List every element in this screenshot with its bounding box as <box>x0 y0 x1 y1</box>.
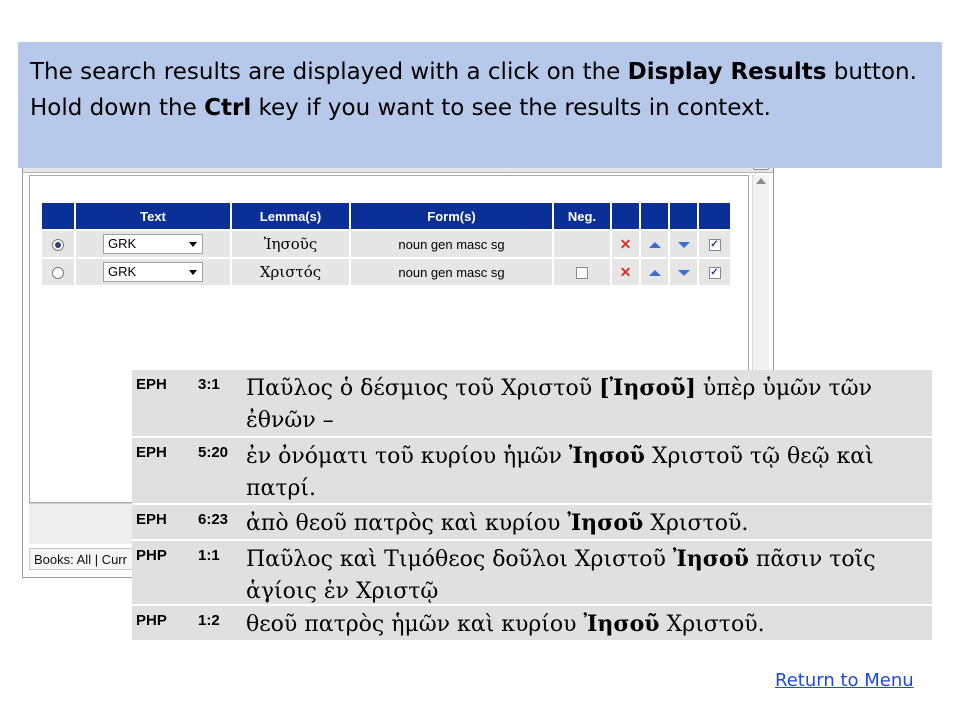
result-match: Ἰησοῦ <box>583 611 660 637</box>
result-match: Ἰησοῦ <box>672 546 749 572</box>
result-text-post: ὑπὲρ ὑμῶν τῶν <box>695 376 872 401</box>
result-text-post: Χριστοῦ τῷ θεῷ καὶ <box>644 444 874 469</box>
result-text <box>246 606 932 640</box>
banner-text-1: The search results are displayed with a click on the <box>30 59 628 85</box>
move-up-icon[interactable] <box>649 242 661 248</box>
text-select[interactable]: GRK <box>103 234 203 254</box>
header-down <box>670 203 697 229</box>
results-panel <box>132 370 932 640</box>
lemma-value[interactable]: Χριστός <box>259 263 322 281</box>
result-reference: 3:1 <box>198 376 220 393</box>
result-match: Ἰησοῦ <box>567 510 644 536</box>
delete-icon[interactable]: ✕ <box>619 263 632 280</box>
result-book: PHP <box>136 547 167 564</box>
lemma-value[interactable]: Ἰησοῦς <box>263 235 318 253</box>
row-select-radio[interactable] <box>52 267 64 279</box>
result-text-pre: Παῦλος ὁ δέσμιος τοῦ Χριστοῦ <box>246 376 600 401</box>
result-match: [Ἰησοῦ] <box>599 375 696 401</box>
scroll-up-icon[interactable] <box>756 178 766 184</box>
result-text <box>246 438 932 505</box>
instruction-banner <box>18 42 942 168</box>
form-value[interactable]: noun gen masc sg <box>351 259 552 285</box>
result-reference: 1:1 <box>198 547 220 564</box>
neg-cell <box>554 231 610 257</box>
result-text <box>246 541 932 608</box>
include-checkbox[interactable]: ✓ <box>710 267 719 279</box>
banner-text-3: key if you want to see the results in context. <box>251 95 771 121</box>
header-neg: Neg. <box>554 203 610 229</box>
query-header-row <box>42 203 730 229</box>
result-text-pre: ἀπὸ θεοῦ πατρὸς καὶ κυρίου <box>246 511 568 536</box>
return-to-menu-link[interactable]: Return to Menu <box>775 670 914 691</box>
result-text-pre: ἐν ὀνόματι τοῦ κυρίου ἡμῶν <box>246 444 569 469</box>
result-text-post: Χριστοῦ. <box>643 511 749 536</box>
result-text-post: Χριστοῦ. <box>659 612 765 637</box>
ctrl-key-term: Ctrl <box>204 95 252 121</box>
form-value[interactable]: noun gen masc sg <box>351 231 552 257</box>
display-results-term: Display Results <box>627 59 827 85</box>
result-book: EPH <box>136 511 167 528</box>
header-lemma: Lemma(s) <box>232 203 349 229</box>
header-text: Text <box>76 203 230 229</box>
result-text-line2: ἐθνῶν – <box>246 408 334 433</box>
result-text-pre: θεοῦ πατρὸς ἡμῶν καὶ κυρίου <box>246 612 584 637</box>
delete-icon[interactable]: ✕ <box>619 235 632 252</box>
header-include <box>699 203 730 229</box>
result-text-post: πᾶσιν τοῖς <box>748 547 876 572</box>
result-text-line2: ἁγίοις ἐν Χριστῷ <box>246 579 439 604</box>
result-row[interactable] <box>132 438 932 505</box>
header-up <box>641 203 668 229</box>
row-select-radio[interactable] <box>52 239 64 251</box>
header-delete <box>612 203 639 229</box>
move-up-icon[interactable] <box>649 270 661 276</box>
result-reference: 5:20 <box>198 444 229 461</box>
result-book: PHP <box>136 612 167 629</box>
result-row[interactable] <box>132 541 932 606</box>
header-select <box>42 203 74 229</box>
result-book: EPH <box>136 444 167 461</box>
move-down-icon[interactable] <box>678 242 690 248</box>
result-text-line2: πατρί. <box>246 476 317 501</box>
include-checkbox[interactable]: ✓ <box>710 239 719 251</box>
query-row <box>42 259 730 285</box>
banner-text-2: button. Hold down the <box>30 59 917 121</box>
move-down-icon[interactable] <box>678 270 690 276</box>
result-row[interactable] <box>132 606 932 640</box>
header-form: Form(s) <box>351 203 552 229</box>
query-table <box>40 201 732 287</box>
result-book: EPH <box>136 376 167 393</box>
result-row[interactable] <box>132 505 932 541</box>
result-text <box>246 370 932 437</box>
neg-checkbox[interactable] <box>576 267 588 279</box>
result-match: Ἰησοῦ <box>568 443 645 469</box>
result-text <box>246 505 932 540</box>
result-reference: 6:23 <box>198 511 229 528</box>
query-row <box>42 231 730 257</box>
text-select[interactable]: GRK <box>103 262 203 282</box>
result-reference: 1:2 <box>198 612 220 629</box>
result-text-pre: Παῦλος καὶ Τιμόθεος δοῦλοι Χριστοῦ <box>246 547 673 572</box>
status-bar: Books: All | Curr <box>29 548 747 570</box>
result-row[interactable] <box>132 370 932 438</box>
